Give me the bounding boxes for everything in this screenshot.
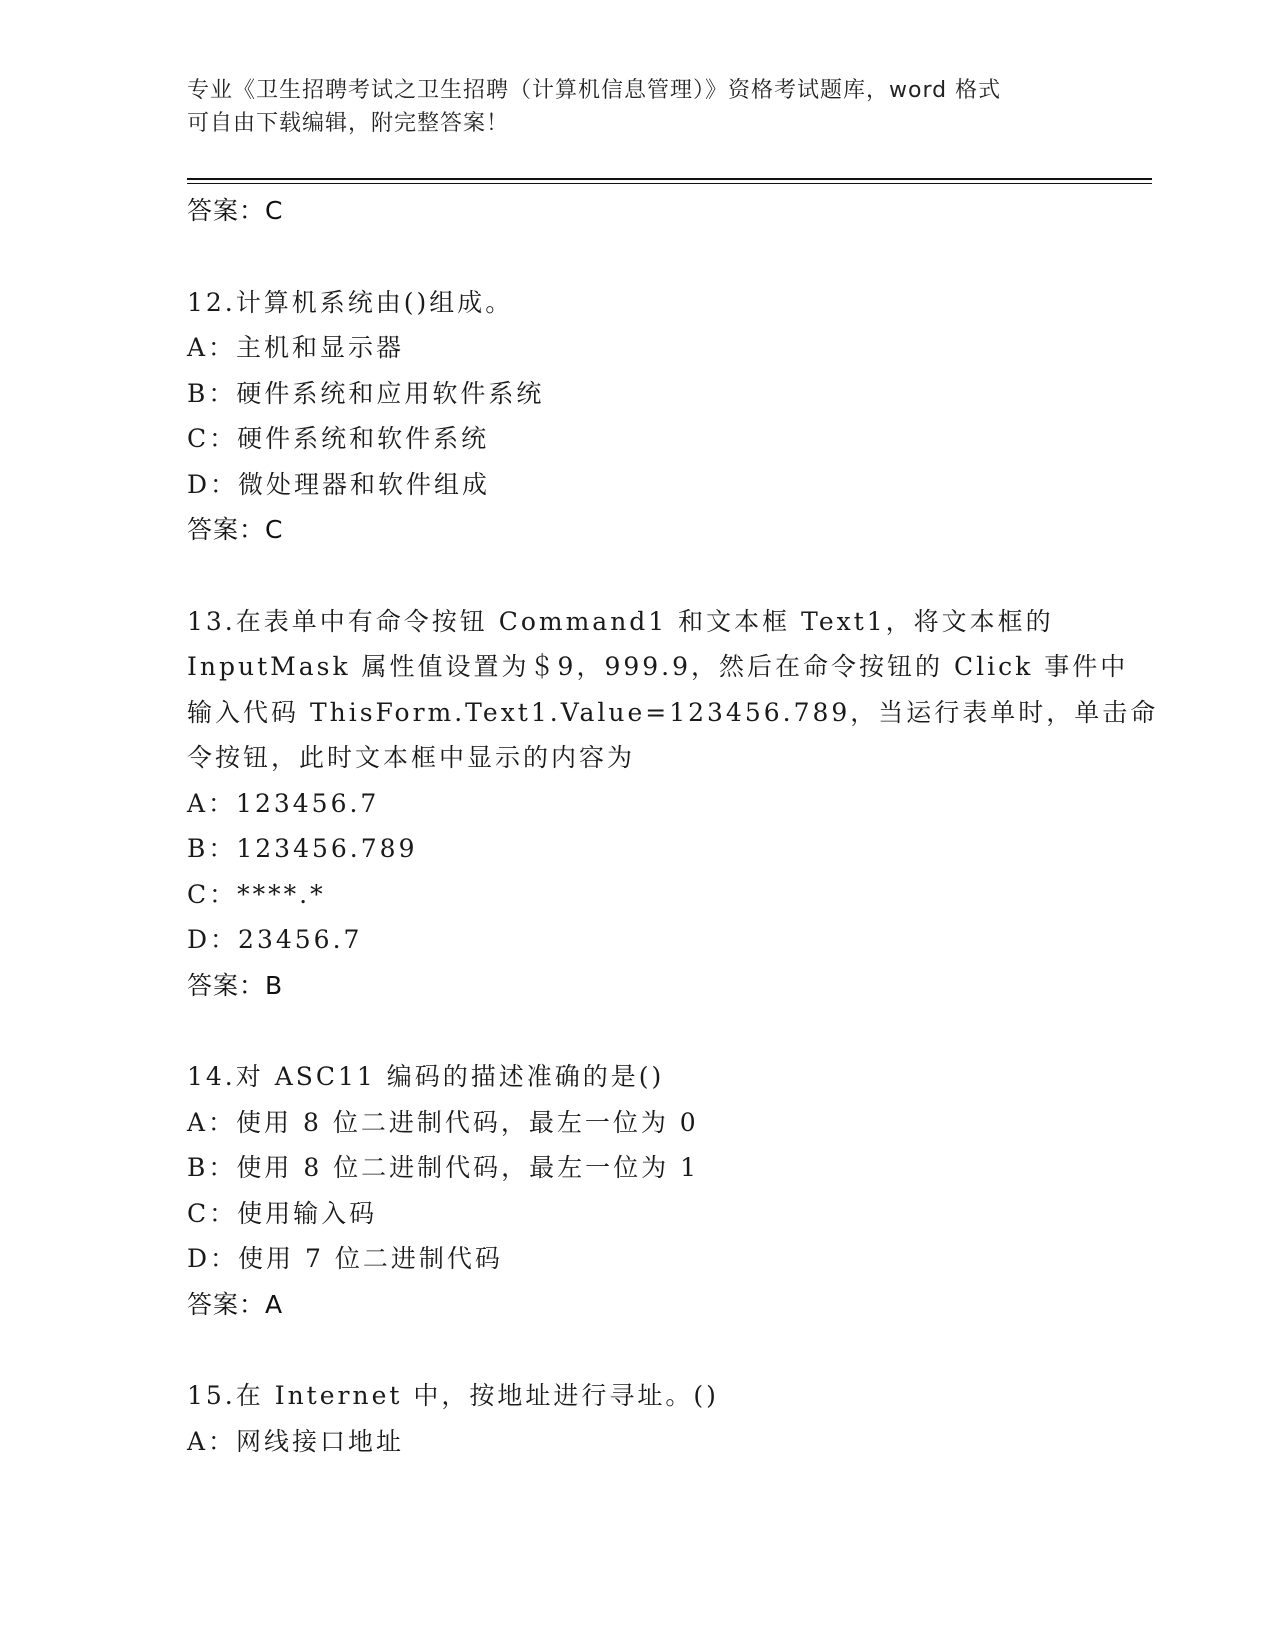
option-c: C：使用输入码 [187,1198,378,1228]
answer-line: 答案：B [187,970,284,1000]
answer-line: 答案：C [187,196,284,225]
option-c: C：****.* [187,879,326,909]
option-c: C：硬件系统和软件系统 [187,424,490,453]
question-text: 14.对 ASC11 编码的描述准确的是() [187,1062,665,1091]
question-block [187,280,1087,553]
option-d: D：23456.7 [187,925,363,954]
question-block [187,1373,1087,1464]
question-block [187,599,1159,1009]
document-header [187,74,1087,140]
option-a: A：主机和显示器 [187,333,405,362]
option-d: D：使用 7 位二进制代码 [187,1244,503,1273]
header-line-2: 可自由下载编辑，附完整答案！ [187,111,510,136]
option-a: A：使用 8 位二进制代码，最左一位为 0 [187,1107,699,1137]
option-b: B：123456.789 [187,834,418,863]
question-block [187,188,1087,234]
question-text: 12.计算机系统由()组成。 [187,287,514,317]
header-divider-thin [187,183,1152,184]
answer-line: 答案：C [187,515,284,544]
option-a: A：123456.7 [187,788,380,818]
option-a: A：网线接口地址 [187,1426,405,1456]
question-text: InputMask 属性值设置为＄9，999.9，然后在命令按钮的 Click 事件中 [187,652,1129,681]
question-list [187,188,1159,1464]
question-text: 输入代码 ThisForm.Text1.Value=123456.789，当运行表单时，单击命 [187,697,1159,727]
option-d: D：微处理器和软件组成 [187,469,491,499]
question-text: 13.在表单中有命令按钮 Command1 和文本框 Text1，将文本框的 [187,606,1054,636]
question-block [187,1054,1087,1327]
answer-line: 答案：A [187,1289,284,1319]
header-divider-thick [187,178,1152,180]
question-text: 15.在 Internet 中，按地址进行寻址。() [187,1381,719,1410]
option-b: B：使用 8 位二进制代码，最左一位为 1 [187,1153,700,1182]
header-line-1: 专业《卫生招聘考试之卫生招聘（计算机信息管理）》资格考试题库，word 格式 [187,78,1002,103]
option-b: B：硬件系统和应用软件系统 [187,378,545,408]
question-text: 令按钮，此时文本框中显示的内容为 [187,743,636,772]
